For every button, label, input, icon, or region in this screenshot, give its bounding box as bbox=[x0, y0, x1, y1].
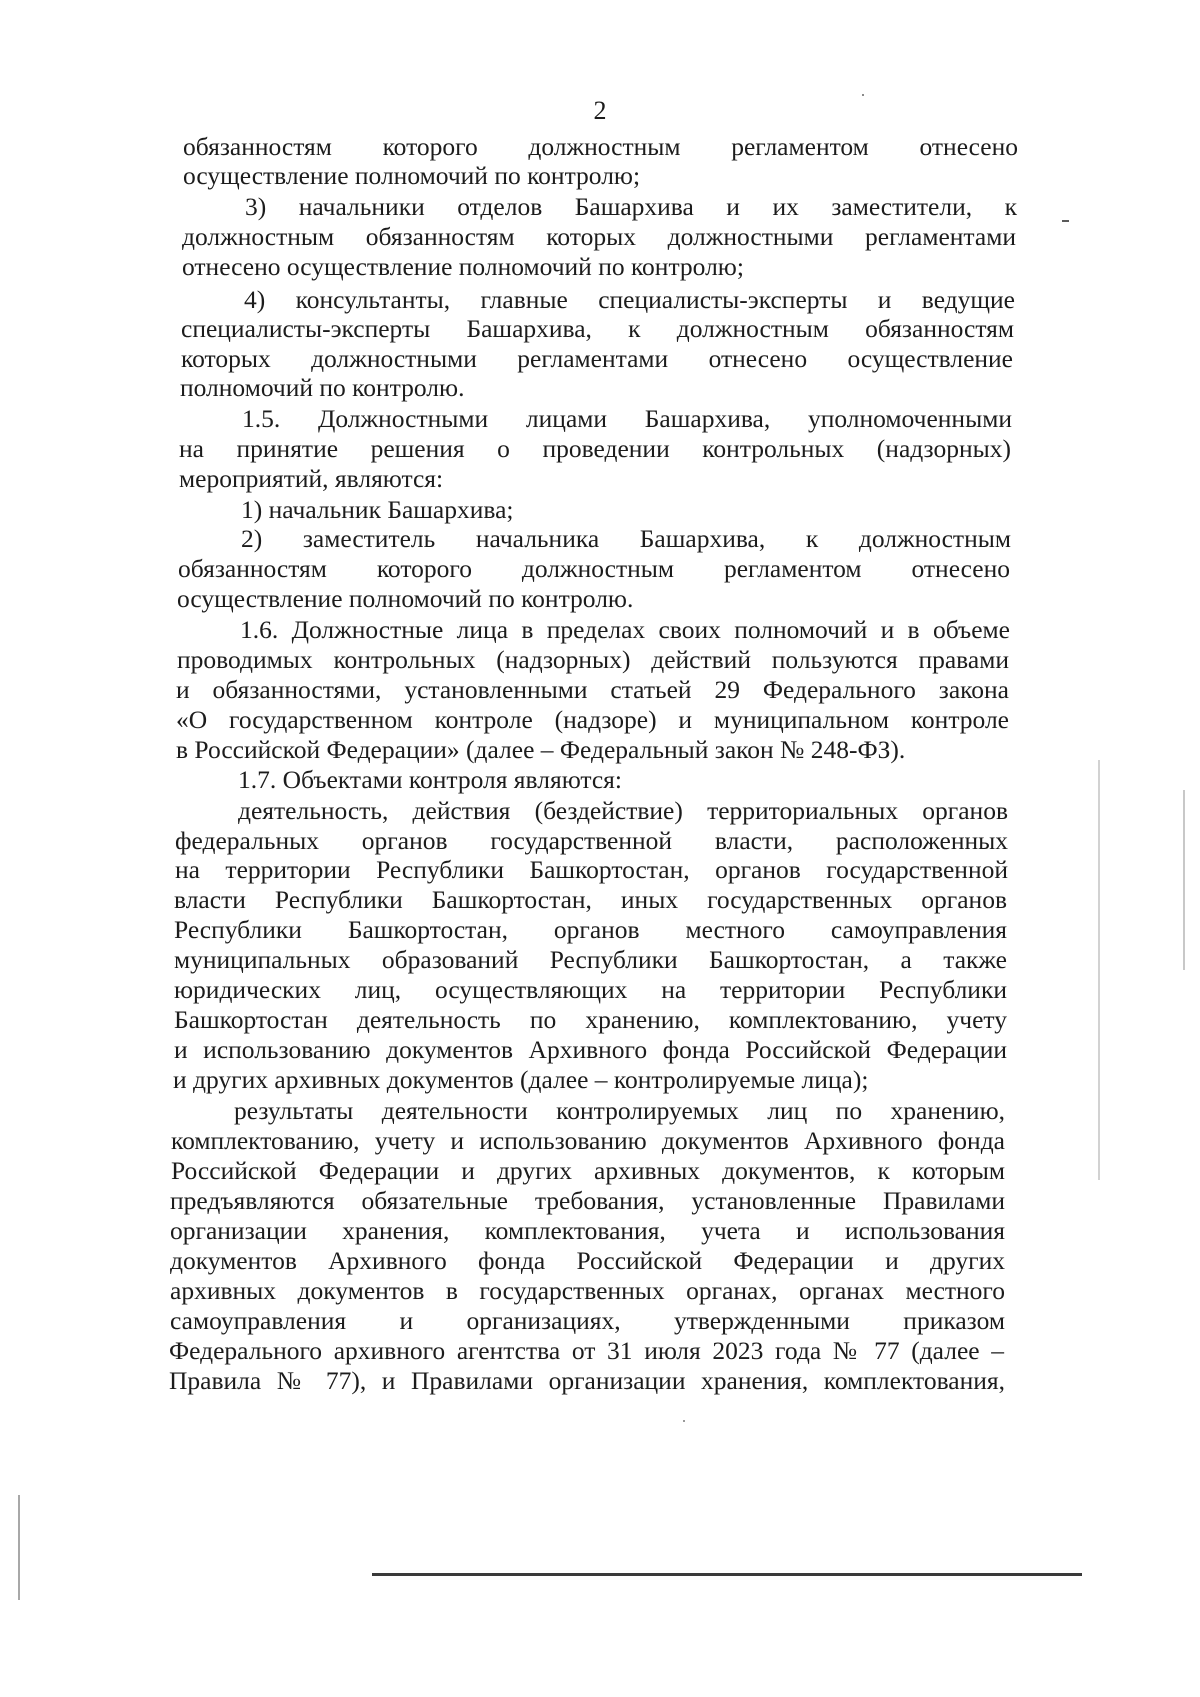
text-line: «О государственном контроле (надзоре) и муниципальном контроле bbox=[176, 705, 1009, 734]
text-line: 1.6. Должностные лица в пределах своих полномочий и в объеме bbox=[240, 615, 1010, 644]
text-line: власти Республики Башкортостан, иных государственных органов bbox=[174, 885, 1007, 914]
text-line: юридических лиц, осуществляющих на территории Республики bbox=[174, 975, 1007, 1004]
text-line: полномочий по контролю. bbox=[180, 373, 465, 402]
text-line: и использованию документов Архивного фонда Российской Федерации bbox=[174, 1035, 1007, 1064]
text-line: осуществление полномочий по контролю. bbox=[177, 584, 634, 613]
scan-edge-mark bbox=[1098, 760, 1100, 1180]
scan-edge-mark bbox=[18, 1495, 20, 1600]
text-line: предъявляются обязательные требования, установленные Правилами bbox=[170, 1186, 1005, 1215]
text-line: 1) начальник Башархива; bbox=[241, 495, 514, 524]
text-line: Российской Федерации и других архивных документов, к которым bbox=[171, 1156, 1005, 1185]
text-line: 1.5. Должностными лицами Башархива, уполномоченными bbox=[242, 404, 1012, 433]
text-line: на принятие решения о проведении контрольных (надзорных) bbox=[179, 434, 1011, 463]
page-number: 2 bbox=[593, 96, 607, 125]
text-line: организации хранения, комплектования, учета и использования bbox=[170, 1216, 1005, 1245]
scan-speck bbox=[862, 94, 864, 96]
text-line: мероприятий, являются: bbox=[179, 464, 444, 493]
text-line: Республики Башкортостан, органов местного самоуправления bbox=[174, 915, 1007, 944]
text-line: специалисты-эксперты Башархива, к должностным обязанностям bbox=[181, 314, 1014, 343]
text-line: и обязанностями, установленными статьей 29 Федерального закона bbox=[176, 675, 1009, 704]
text-line: должностным обязанностям которых должностными регламентами bbox=[182, 222, 1016, 251]
text-line: обязанностям которого должностным регламентом отнесено bbox=[183, 132, 1018, 161]
text-line: архивных документов в государственных органах, органах местного bbox=[170, 1276, 1005, 1305]
text-line: Правила № 77), и Правилами организации хранения, комплектования, bbox=[169, 1366, 1005, 1395]
text-line: 2) заместитель начальника Башархива, к должностным bbox=[241, 524, 1011, 553]
text-line: 4) консультанты, главные специалисты-эксперты и ведущие bbox=[244, 285, 1015, 314]
text-line: самоуправления и организациях, утвержденными приказом bbox=[170, 1306, 1005, 1335]
text-line: на территории Республики Башкортостан, органов государственной bbox=[175, 855, 1008, 884]
text-line: документов Архивного фонда Российской Федерации и других bbox=[170, 1246, 1005, 1275]
text-line: 3) начальники отделов Башархива и их заместители, к bbox=[245, 192, 1017, 221]
text-line: осуществление полномочий по контролю; bbox=[183, 161, 641, 190]
text-line: Федерального архивного агентства от 31 июля 2023 года № 77 (далее – bbox=[169, 1336, 1004, 1365]
text-line: деятельность, действия (бездействие) территориальных органов bbox=[238, 796, 1008, 825]
text-line: отнесено осуществление полномочий по контролю; bbox=[182, 252, 744, 281]
text-line: комплектованию, учету и использованию документов Архивного фонда bbox=[171, 1126, 1005, 1155]
text-line: обязанностям которого должностным регламентом отнесено bbox=[178, 554, 1010, 583]
scan-edge-mark bbox=[1183, 790, 1185, 970]
scan-speck bbox=[1062, 220, 1069, 222]
text-line: в Российской Федерации» (далее – Федеральный закон № 248-ФЗ). bbox=[176, 735, 906, 764]
text-line: результаты деятельности контролируемых лиц по хранению, bbox=[234, 1096, 1005, 1125]
scan-speck bbox=[683, 1420, 685, 1422]
text-line: 1.7. Объектами контроля являются: bbox=[238, 765, 622, 794]
scan-bottom-line bbox=[372, 1573, 1082, 1576]
text-line: которых должностными регламентами отнесено осуществление bbox=[181, 344, 1013, 373]
text-line: муниципальных образований Республики Башкортостан, а также bbox=[174, 945, 1007, 974]
text-line: Башкортостан деятельность по хранению, комплектованию, учету bbox=[174, 1005, 1007, 1034]
text-line: федеральных органов государственной власти, расположенных bbox=[175, 826, 1008, 855]
text-line: проводимых контрольных (надзорных) действий пользуются правами bbox=[177, 645, 1009, 674]
text-line: и других архивных документов (далее – контролируемые лица); bbox=[173, 1065, 869, 1094]
